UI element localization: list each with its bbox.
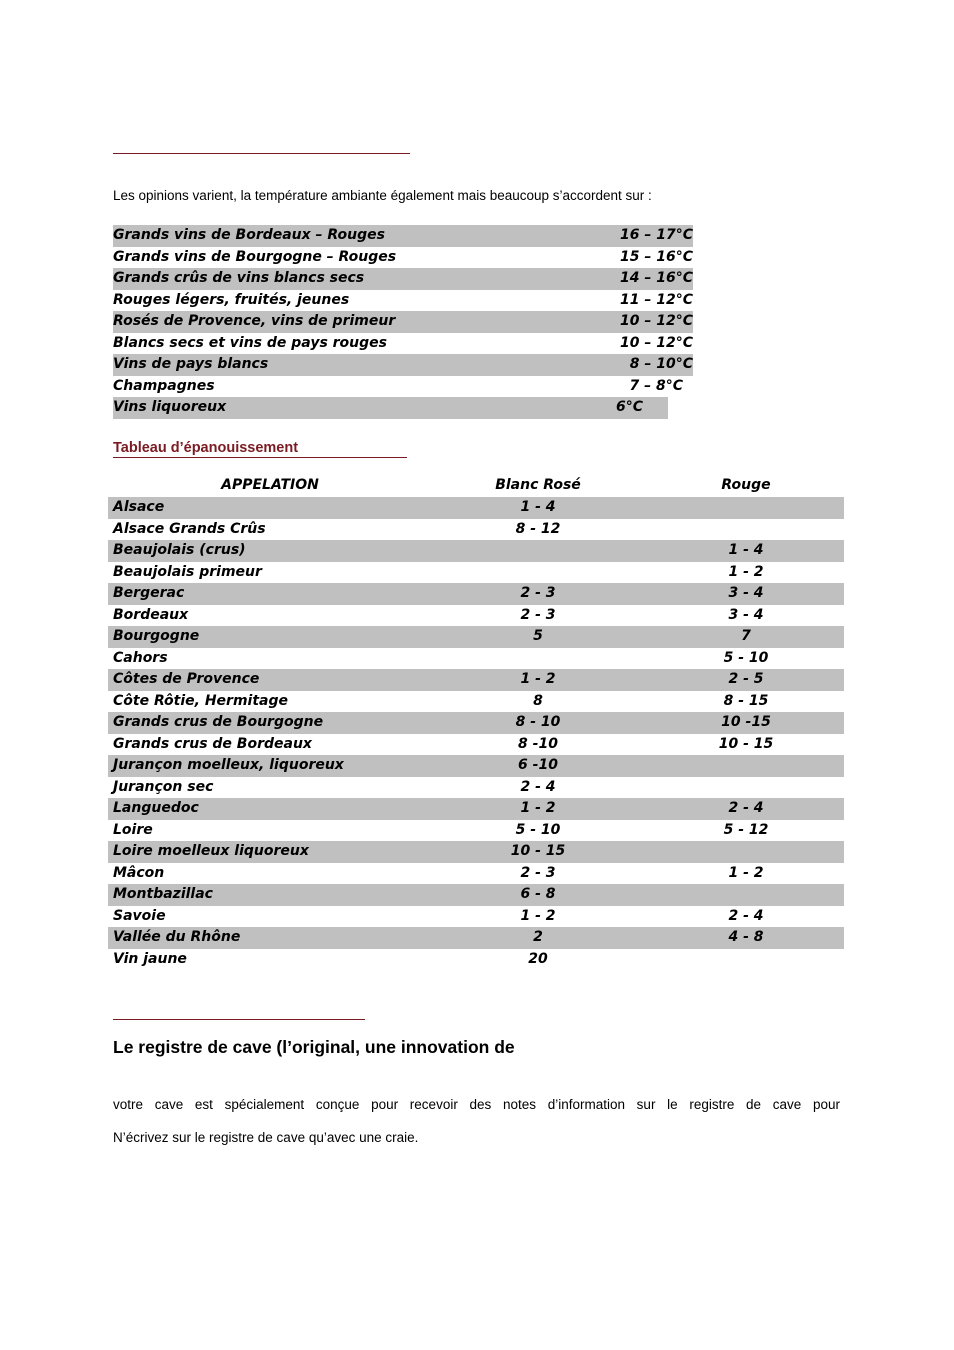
table-row [108, 927, 846, 949]
temperature-value: 16 – 17°C [620, 227, 693, 243]
table-row [108, 863, 846, 885]
blanc-rose-cell: 1 - 4 [520, 499, 556, 515]
table-row [108, 669, 846, 691]
appellation-cell: Bergerac [113, 585, 185, 601]
temperature-label: Vins de pays blancs [113, 356, 269, 372]
appellation-cell: Beaujolais (crus) [113, 542, 246, 558]
table-row [108, 777, 846, 799]
appellation-cell: Montbazillac [113, 886, 213, 902]
bloom-section-title: Tableau d’épanouissement [113, 440, 299, 456]
table-row [108, 820, 846, 842]
blanc-rose-cell: 2 - 3 [520, 606, 556, 623]
blanc-rose-cell: 5 [533, 628, 543, 644]
blanc-rose-cell: 8 -10 [518, 735, 558, 752]
registre-paragraph-2: N’écrivez sur le registre de cave qu’avec une craie. [113, 1130, 419, 1145]
rouge-cell: 2 - 4 [728, 907, 764, 924]
appellation-cell: Mâcon [113, 864, 165, 881]
appellation-cell: Languedoc [113, 800, 199, 816]
appellation-cell: Vin jaune [113, 950, 187, 967]
temperature-label: Rosés de Provence, vins de primeur [113, 313, 396, 329]
bloom-title-underline [113, 457, 407, 458]
blanc-rose-cell: 5 - 10 [515, 821, 561, 838]
temperature-value: 8 – 10°C [629, 356, 693, 372]
temperature-row [113, 247, 693, 269]
temperature-row [113, 290, 693, 312]
table-row [108, 519, 846, 541]
temperature-value: 7 – 8°C [629, 377, 683, 394]
table-row [108, 583, 846, 605]
temperature-label: Rouges légers, fruités, jeunes [113, 291, 350, 308]
rouge-cell: 3 - 4 [728, 585, 764, 601]
appellation-cell: Côtes de Provence [113, 671, 260, 687]
appellation-cell: Grands crus de Bordeaux [113, 735, 312, 752]
temperature-label: Grands vins de Bordeaux – Rouges [113, 227, 385, 243]
appellation-cell: Côte Rôtie, Hermitage [113, 692, 288, 709]
rouge-cell: 1 - 2 [728, 563, 764, 580]
table-row [108, 906, 846, 928]
appellation-cell: Jurançon sec [113, 778, 214, 795]
temperature-value: 11 – 12°C [620, 291, 693, 308]
temperature-label: Blancs secs et vins de pays rouges [113, 334, 387, 351]
table-row [108, 734, 846, 756]
appellation-cell: Bourgogne [113, 628, 200, 644]
temperature-label: Grands vins de Bourgogne – Rouges [113, 248, 397, 265]
top-divider [113, 153, 410, 154]
temperature-label: Grands crûs de vins blancs secs [113, 270, 365, 286]
rouge-cell: 5 - 10 [723, 649, 769, 666]
blanc-rose-cell: 1 - 2 [520, 907, 556, 924]
temperature-value: 14 – 16°C [620, 270, 693, 286]
bloom-table-header [108, 475, 846, 496]
temperature-row [113, 225, 693, 247]
appellation-cell: Cahors [113, 649, 168, 666]
blanc-rose-cell: 8 - 12 [515, 520, 561, 537]
rouge-cell: 2 - 5 [728, 671, 764, 687]
table-row [108, 712, 846, 734]
blanc-rose-cell: 2 - 4 [520, 778, 556, 795]
temperature-label: Champagnes [113, 377, 215, 394]
blanc-rose-cell: 2 - 3 [520, 585, 556, 601]
registre-paragraph-1: votre cave est spécialement conçue pour recevoir des notes d’information sur le registre de cave pour [113, 1097, 840, 1112]
table-row [108, 798, 846, 820]
table-row [108, 884, 846, 906]
table-row [108, 691, 846, 713]
temperature-value: 6°C [615, 399, 643, 415]
appellation-cell: Grands crus de Bourgogne [113, 714, 324, 730]
appellation-cell: Bordeaux [113, 606, 189, 623]
table-row [108, 626, 846, 648]
blanc-rose-cell: 8 [533, 692, 543, 709]
temperature-value: 15 – 16°C [620, 248, 693, 265]
appellation-cell: Alsace Grands Crûs [113, 520, 266, 537]
table-row [108, 949, 846, 971]
temperature-label: Vins liquoreux [113, 399, 227, 415]
registre-heading: Le registre de cave (l’original, une innovation de [113, 1037, 515, 1057]
header-appellation: APPELATION [221, 477, 319, 493]
temperature-value: 10 – 12°C [620, 313, 693, 329]
temperature-row [113, 268, 693, 290]
appellation-cell: Alsace [113, 499, 165, 515]
table-row [108, 540, 846, 562]
blanc-rose-cell: 2 [533, 929, 543, 945]
rouge-cell: 10 - 15 [718, 735, 774, 752]
appellation-cell: Savoie [113, 907, 166, 924]
rouge-cell: 5 - 12 [723, 821, 769, 838]
appellation-cell: Beaujolais primeur [113, 563, 262, 580]
rouge-cell: 3 - 4 [728, 606, 764, 623]
blanc-rose-cell: 8 - 10 [515, 714, 561, 730]
table-row [108, 497, 846, 519]
blanc-rose-cell: 6 -10 [518, 757, 558, 773]
blanc-rose-cell: 2 - 3 [520, 864, 556, 881]
rouge-cell: 1 - 4 [728, 542, 764, 558]
header-blanc-rose: Blanc Rosé [495, 477, 581, 493]
temperature-row [113, 376, 693, 398]
table-row [108, 841, 846, 863]
blanc-rose-cell: 6 - 8 [520, 886, 556, 902]
blanc-rose-cell: 20 [528, 950, 548, 967]
rouge-cell: 8 - 15 [723, 692, 769, 709]
temperature-table [113, 225, 693, 419]
rouge-cell: 10 -15 [721, 714, 771, 730]
temperature-value: 10 – 12°C [620, 334, 693, 351]
temperature-row [113, 333, 693, 355]
blanc-rose-cell: 1 - 2 [520, 671, 556, 687]
rouge-cell: 4 - 8 [728, 929, 764, 945]
appellation-cell: Jurançon moelleux, liquoreux [113, 757, 344, 773]
table-row [108, 605, 846, 627]
bloom-table [108, 497, 846, 970]
temperature-row [113, 354, 693, 376]
table-row [108, 562, 846, 584]
temperature-row [113, 397, 668, 419]
rouge-cell: 2 - 4 [728, 800, 764, 816]
rouge-cell: 1 - 2 [728, 864, 764, 881]
appellation-cell: Loire moelleux liquoreux [113, 843, 309, 859]
temperature-row [113, 311, 693, 333]
rouge-cell: 7 [741, 628, 751, 644]
intro-text: Les opinions varient, la température ambiante également mais beaucoup s’accordent sur : [113, 188, 652, 203]
registre-divider [113, 1019, 365, 1020]
blanc-rose-cell: 1 - 2 [520, 800, 556, 816]
table-row [108, 755, 846, 777]
table-row [108, 648, 846, 670]
header-rouge: Rouge [721, 477, 771, 493]
appellation-cell: Loire [113, 821, 153, 838]
blanc-rose-cell: 10 - 15 [510, 843, 566, 859]
appellation-cell: Vallée du Rhône [113, 929, 241, 945]
